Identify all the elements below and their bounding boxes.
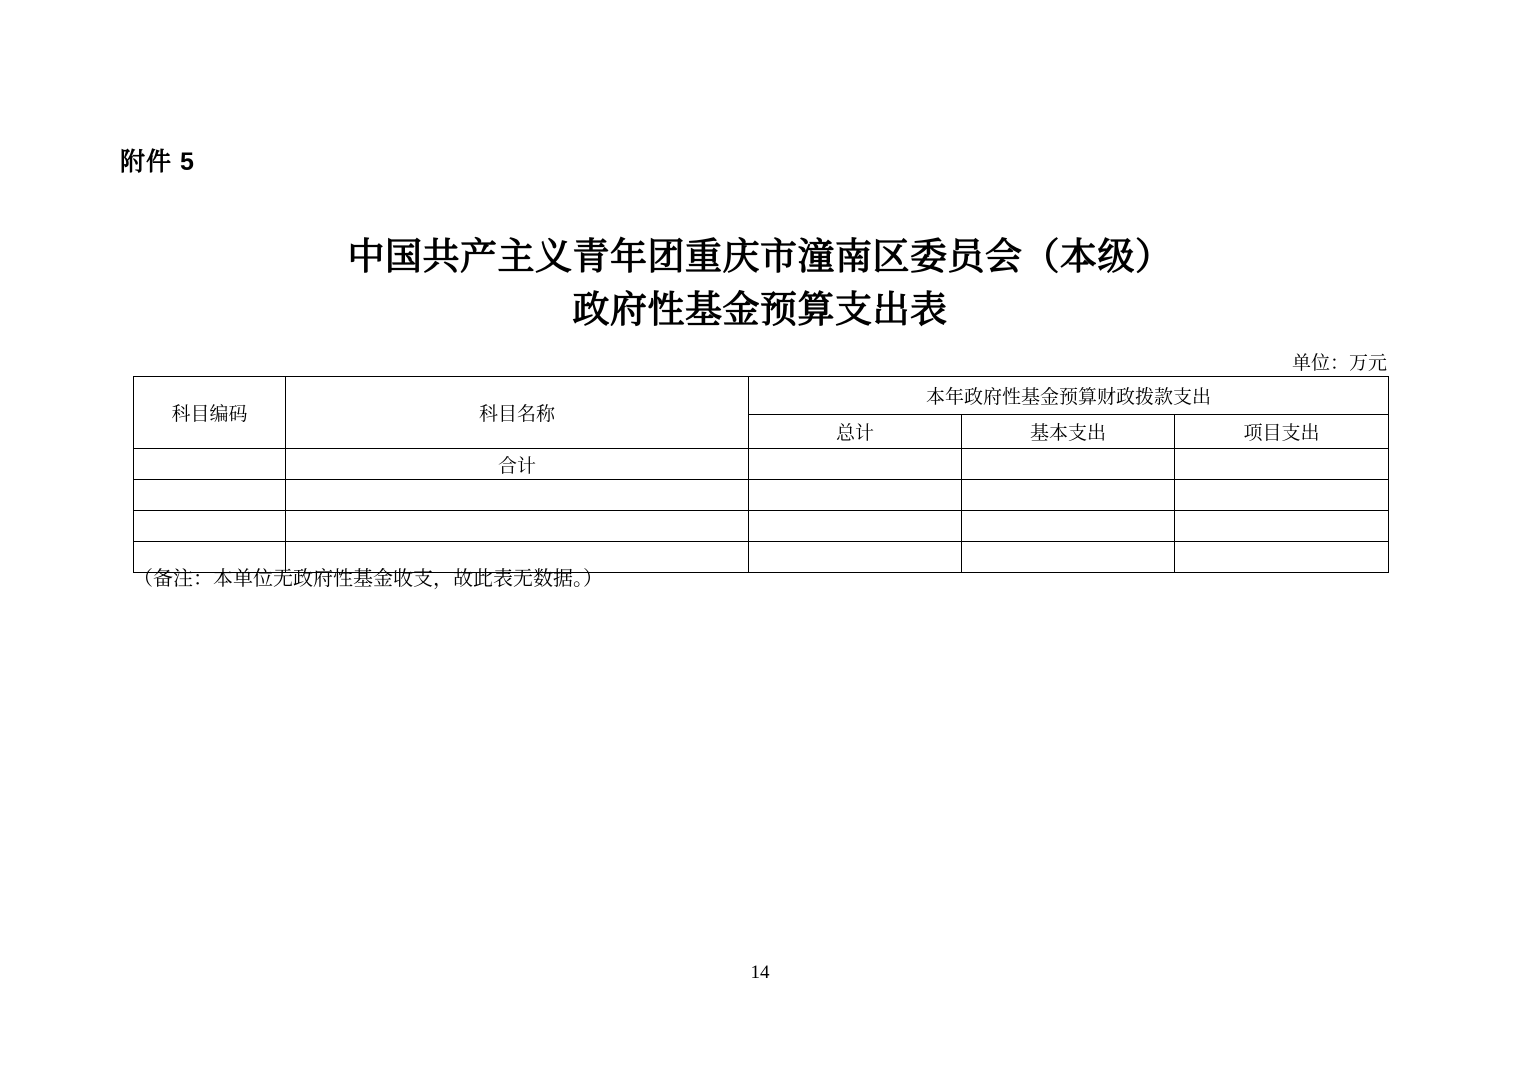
cell-basic: [962, 511, 1175, 542]
cell-project: [1175, 511, 1389, 542]
table-row: [134, 511, 1389, 542]
table-row: [134, 449, 1389, 480]
budget-table: [133, 376, 1389, 573]
cell-basic: [962, 449, 1175, 480]
cell-project: [1175, 449, 1389, 480]
header-total: 总计: [749, 415, 962, 449]
cell-code: [134, 449, 286, 480]
attachment-label: 附件 5: [120, 148, 195, 176]
table-remark: （备注：本单位无政府性基金收支，故此表无数据。）: [133, 568, 603, 590]
cell-code: [134, 511, 286, 542]
cell-total: [749, 449, 962, 480]
page-title: [0, 232, 1520, 337]
title-line-1: 中国共产主义青年团重庆市潼南区委员会（本级）: [347, 237, 1173, 278]
table-row: [134, 480, 1389, 511]
header-project: 项目支出: [1175, 415, 1389, 449]
cell-name: [286, 511, 749, 542]
cell-name: 合计: [286, 449, 749, 480]
table-header-row-1: [134, 377, 1389, 415]
header-name: 科目名称: [286, 377, 749, 449]
header-code: 科目编码: [134, 377, 286, 449]
cell-project: [1175, 480, 1389, 511]
unit-note: 单位：万元: [1291, 353, 1387, 374]
header-group: 本年政府性基金预算财政拨款支出: [749, 377, 1389, 415]
cell-total: [749, 480, 962, 511]
cell-basic: [962, 480, 1175, 511]
header-basic: 基本支出: [962, 415, 1175, 449]
cell-project: [1175, 542, 1389, 573]
title-line-2: 政府性基金预算支出表: [572, 289, 948, 331]
page-number: 14: [750, 962, 770, 983]
cell-code: [134, 480, 286, 511]
cell-total: [749, 542, 962, 573]
cell-basic: [962, 542, 1175, 573]
cell-name: [286, 480, 749, 511]
cell-total: [749, 511, 962, 542]
